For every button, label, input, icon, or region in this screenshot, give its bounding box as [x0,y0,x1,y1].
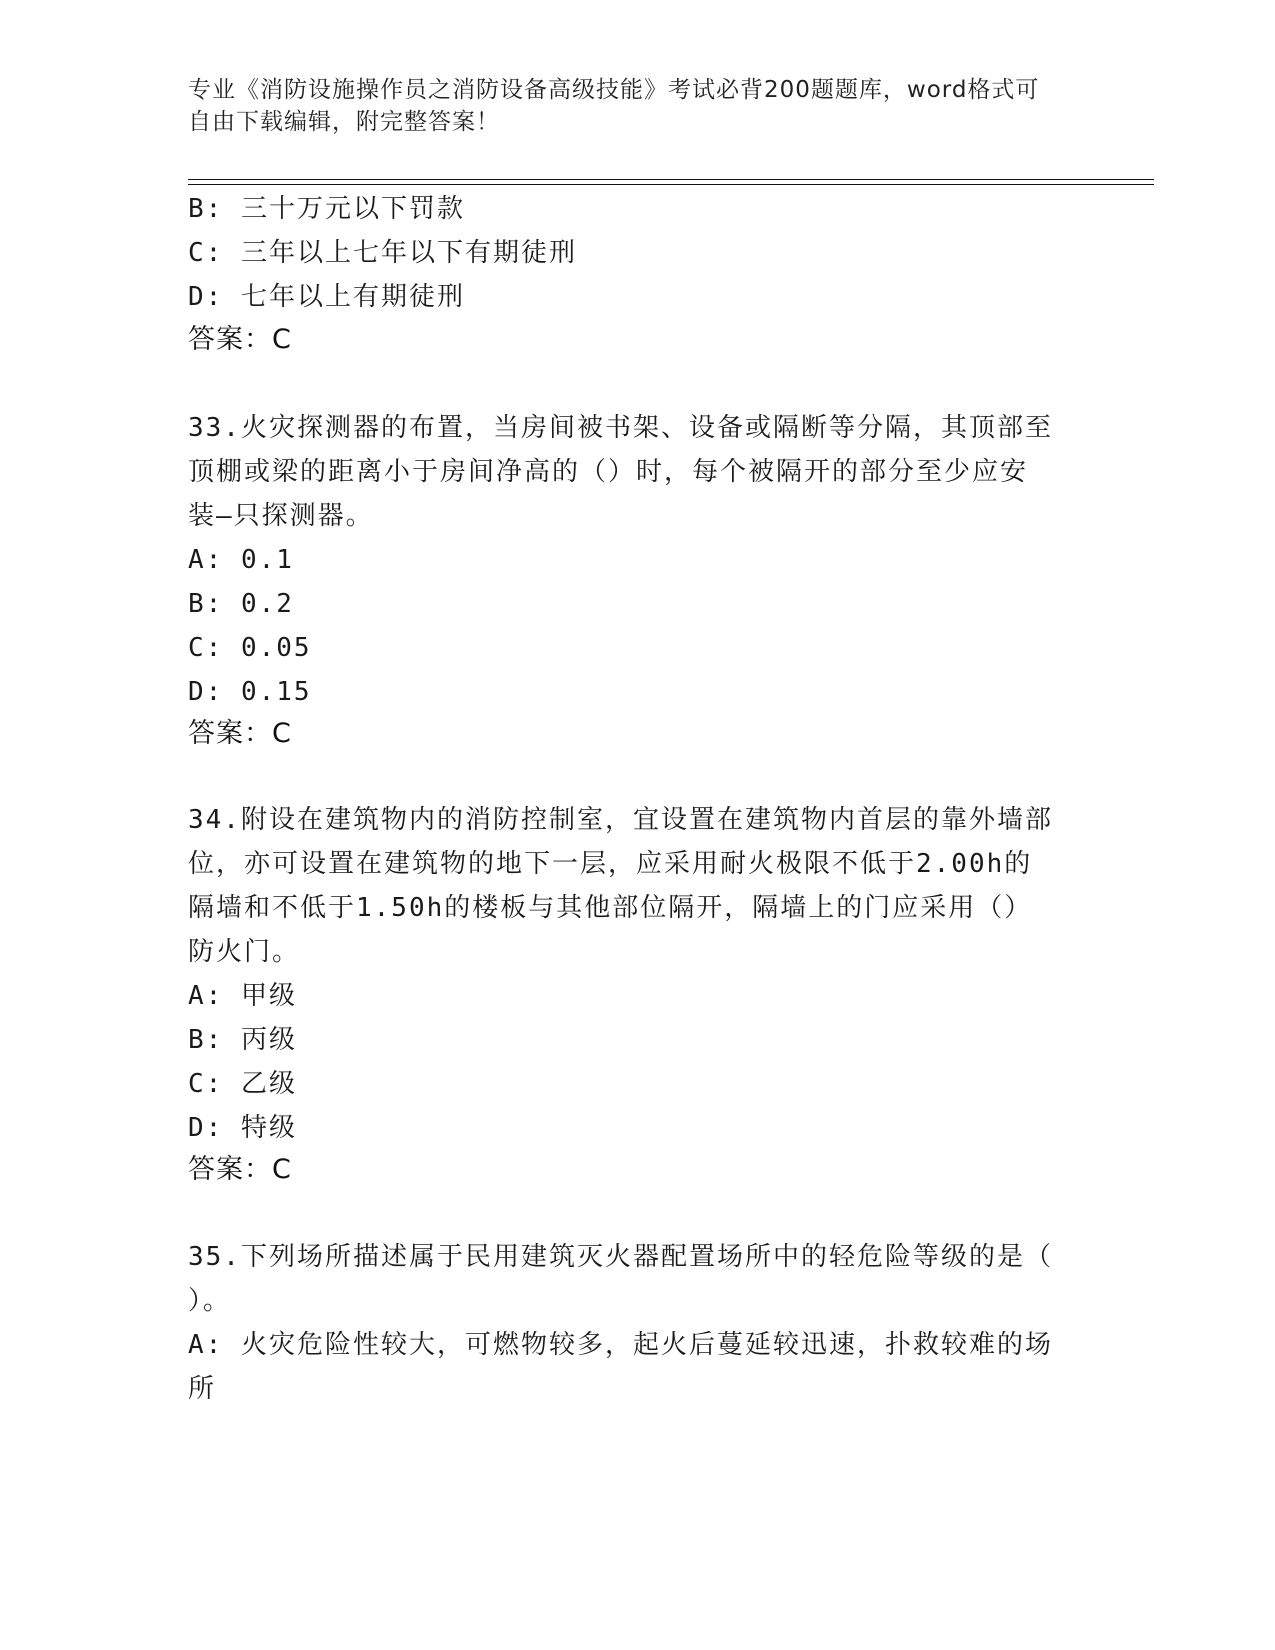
q33-stem-line-3: 装—只探测器。 [188,501,374,531]
q34-stem-line-3: 隔墙和不低于1.50h的楼板与其他部位隔开，隔墙上的门应采用（） [188,893,1033,923]
header-rule-bottom [188,184,1154,185]
q34-option-d: D: 特级 [188,1113,297,1143]
q32-option-c: C: 三年以上七年以下有期徒刑 [188,238,577,268]
q32-option-b: B: 三十万元以下罚款 [188,194,465,224]
q34-answer: 答案：C [188,1154,292,1185]
q33-answer: 答案：C [188,718,292,749]
q33-stem-line-2: 顶棚或梁的距离小于房间净高的（）时，每个被隔开的部分至少应安 [188,457,1029,487]
q32-answer: 答案：C [188,324,292,355]
q32-option-d: D: 七年以上有期徒刑 [188,282,465,312]
q35-option-a-line-1: A: 火灾危险性较大，可燃物较多，起火后蔓延较迅速，扑救较难的场 [188,1330,1053,1360]
q35-stem-line-1: 35.下列场所描述属于民用建筑灭火器配置场所中的轻危险等级的是（ [188,1242,1053,1272]
q34-stem-line-4: 防火门。 [188,937,301,967]
document-header [188,74,1068,138]
q35-stem-line-2: ）。 [188,1286,232,1316]
q34-option-b: B: 丙级 [188,1025,297,1055]
q34-stem-line-2: 位，亦可设置在建筑物的地下一层，应采用耐火极限不低于2.00h的 [188,849,1033,879]
header-line-2: 自由下载编辑，附完整答案！ [188,109,500,135]
q33-option-a: A: 0.1 [188,545,294,575]
q34-option-c: C: 乙级 [188,1069,297,1099]
q34-stem-line-1: 34.附设在建筑物内的消防控制室，宜设置在建筑物内首层的靠外墙部 [188,805,1053,835]
q34-option-a: A: 甲级 [188,981,297,1011]
q33-stem-line-1: 33.火灾探测器的布置，当房间被书架、设备或隔断等分隔，其顶部至 [188,413,1053,443]
q33-option-d: D: 0.15 [188,677,312,707]
q33-option-c: C: 0.05 [188,633,312,663]
q33-option-b: B: 0.2 [188,589,294,619]
header-rule-top [188,179,1154,180]
q35-option-a-line-2: 所 [188,1374,217,1404]
header-line-1: 专业《消防设施操作员之消防设备高级技能》考试必背200题题库，word格式可 [188,77,1040,103]
